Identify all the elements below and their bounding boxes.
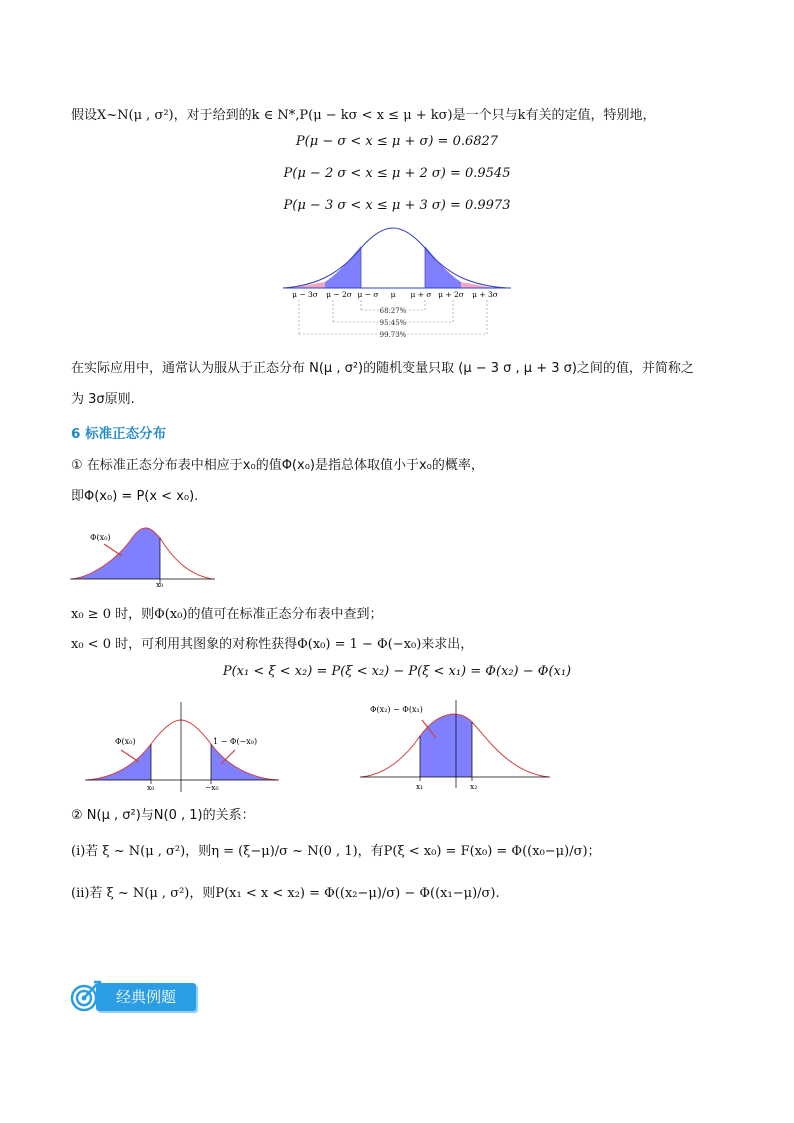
phi-tick: x₀: [156, 580, 164, 589]
interval-tick-2: x₂: [470, 782, 478, 791]
section-title: 6 标准正态分布: [71, 426, 167, 442]
tick-m1: μ − σ: [357, 290, 379, 299]
practice-line-2: 为 3σ原则.: [71, 392, 135, 407]
examples-badge: 经典例题: [96, 983, 196, 1011]
practice-line-1: 在实际应用中，通常认为服从于正态分布 N(μ , σ²)的随机变量只取 (μ − 3 σ , μ + 3 σ)之间的值，并简称之: [71, 361, 694, 376]
sigma-fill-mid-left: [325, 246, 361, 288]
sym-fill-right: [211, 744, 275, 780]
sigma-fill-outer-left: [291, 282, 325, 288]
interval-equation: P(x₁ < ξ < x₂) = P(ξ < x₂) − P(ξ < x₁) = Φ(x₂) − Φ(x₁): [222, 664, 572, 679]
interval-figure: [360, 698, 550, 796]
sym-fill-left: [87, 744, 151, 780]
sigma-figure: [283, 226, 513, 346]
interval-tick-1: x₁: [416, 782, 424, 791]
item-2: ② N(μ , σ²)与N(0 , 1)的关系：: [71, 808, 255, 823]
case-ii: (ii)若 ξ ~ N(μ , σ²)，则P(x₁ < x < x₂) = Φ((x₂−μ)/σ) − Φ((x₁−μ)/σ).: [71, 886, 500, 901]
negative-case: x₀ < 0 时，可利用其图象的对称性获得Φ(x₀) = 1 − Φ(−x₀)来求出，: [71, 637, 474, 652]
sym-curve: [87, 720, 277, 780]
sigma-fill-outer-right: [461, 282, 495, 288]
pct-68: 68.27%: [379, 307, 407, 315]
tick-mu: μ: [390, 290, 396, 299]
positive-case: x₀ ≥ 0 时，则Φ(x₀)的值可在标准正态分布表中查到；: [71, 607, 383, 622]
equation-2: P(μ − 2 σ < x ≤ μ + 2 σ) = 0.9545: [283, 166, 511, 181]
phi-fill: [72, 528, 160, 579]
tick-m2: μ − 2σ: [326, 290, 352, 299]
interval-label: Φ(x₂) − Φ(x₁): [370, 705, 423, 714]
tick-p1: μ + σ: [410, 290, 432, 299]
sigma-fill-mid-right: [425, 246, 461, 288]
case-i: (i)若 ξ ~ N(μ , σ²)，则η = (ξ−μ)/σ ~ N(0 , 1)，有P(ξ < x₀) = F(x₀) = Φ((x₀−μ)/σ)；: [71, 844, 601, 859]
sigma-curve: [283, 228, 508, 288]
pct-99: 99.73%: [379, 331, 407, 339]
tick-p3: μ + 3σ: [472, 290, 498, 299]
tick-m3: μ − 3σ: [292, 290, 318, 299]
symmetry-figure: [85, 700, 280, 795]
sym-tick-left: x₀: [147, 783, 155, 792]
item-1: ① 在标准正态分布表中相应于x₀的值Φ(x₀)是指总体取值小于x₀的概率，: [71, 458, 484, 473]
phi-label: Φ(x₀): [90, 533, 111, 542]
tick-p2: μ + 2σ: [438, 290, 464, 299]
equation-1: P(μ − σ < x ≤ μ + σ) = 0.6827: [295, 134, 499, 149]
sym-right-label: 1 − Φ(−x₀): [213, 737, 258, 746]
sym-left-label: Φ(x₀): [115, 737, 136, 746]
assume-line: 假设X~N(μ , σ²)，对于给到的k ∈ N*,P(μ − kσ < x ≤ μ + kσ)是一个只与k有关的定值，特别地，: [71, 108, 656, 123]
phi-figure: [70, 520, 215, 590]
interval-fill: [420, 714, 472, 777]
equation-3: P(μ − 3 σ < x ≤ μ + 3 σ) = 0.9973: [283, 198, 511, 213]
sym-tick-right: −x₀: [205, 783, 219, 792]
pct-95: 95.45%: [379, 319, 407, 327]
item-1b: 即Φ(x₀) = P(x < x₀).: [71, 489, 199, 504]
